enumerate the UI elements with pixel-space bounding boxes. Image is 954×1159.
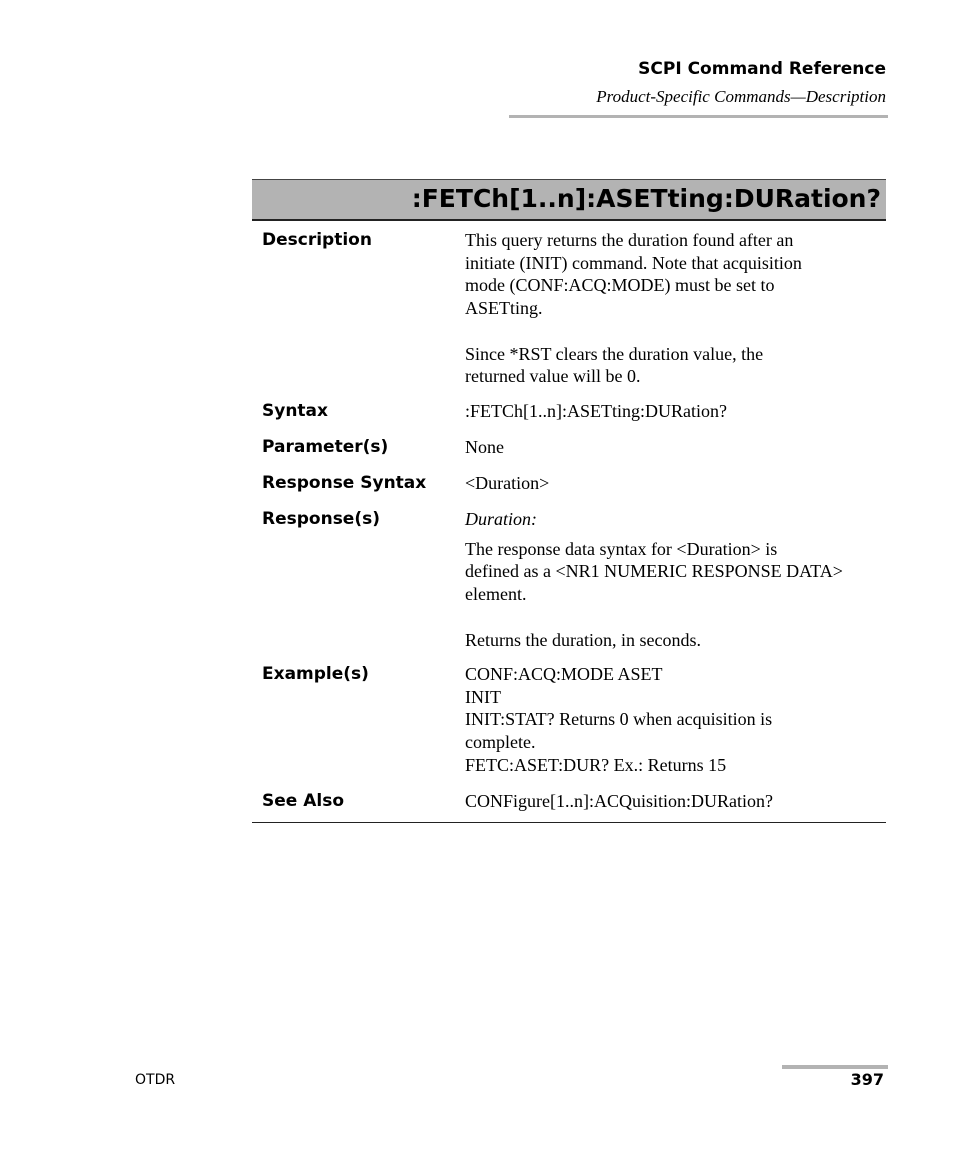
chapter-title: SCPI Command Reference [638, 59, 886, 79]
value-examples [465, 663, 886, 780]
example-line: CONF:ACQ:MODE ASET [465, 664, 663, 684]
row-parameters [252, 424, 886, 460]
label-responses: Response(s) [262, 509, 380, 529]
description-line: Since *RST clears the duration value, the [465, 343, 764, 364]
command-title-bar [252, 179, 886, 221]
row-description [252, 222, 886, 388]
row-syntax [252, 388, 886, 424]
label-see-also: See Also [262, 791, 345, 811]
row-see-also [252, 780, 886, 818]
example-line: INIT:STAT? Returns 0 when acquisition is [465, 709, 773, 730]
description-line: initiate (INIT) command. Note that acquisition [465, 252, 802, 273]
row-response-syntax [252, 460, 886, 496]
footer-rule [782, 1065, 888, 1069]
description-line: This query returns the duration found after an [465, 230, 794, 250]
response-name: Duration: [465, 509, 537, 529]
description-line: mode (CONF:ACQ:MODE) must be set to [465, 275, 775, 296]
table-bottom-rule [252, 822, 886, 823]
header-rule [509, 115, 888, 118]
value-syntax: :FETCh[1..n]:ASETting:DURation? [465, 401, 727, 421]
command-reference-table [252, 222, 886, 818]
command-title: :FETCh[1..n]:ASETting:DURation? [411, 184, 881, 213]
value-responses [465, 508, 886, 653]
label-examples: Example(s) [262, 664, 369, 684]
row-examples [252, 653, 886, 780]
response-line: element. [465, 584, 527, 605]
response-line: The response data syntax for <Duration> is [465, 538, 778, 559]
example-line: complete. [465, 732, 536, 753]
page-number: 397 [850, 1070, 884, 1089]
description-line: ASETting. [465, 298, 543, 319]
label-response-syntax: Response Syntax [262, 473, 427, 493]
value-response-syntax: <Duration> [465, 473, 550, 493]
value-see-also: CONFigure[1..n]:ACQuisition:DURation? [465, 791, 773, 811]
example-line: FETC:ASET:DUR? Ex.: Returns 15 [465, 754, 727, 775]
example-line: INIT [465, 686, 501, 707]
label-description: Description [262, 230, 372, 250]
value-description [465, 229, 886, 388]
paragraph-gap [465, 320, 886, 343]
paragraph-gap [465, 606, 886, 629]
section-title: Product-Specific Commands—Description [596, 87, 886, 106]
value-parameters: None [465, 437, 504, 457]
response-line: Returns the duration, in seconds. [465, 629, 701, 650]
label-syntax: Syntax [262, 401, 328, 421]
response-line: defined as a <NR1 NUMERIC RESPONSE DATA> [465, 561, 843, 582]
footer-product: OTDR [135, 1072, 176, 1088]
description-line: returned value will be 0. [465, 366, 641, 387]
label-parameters: Parameter(s) [262, 437, 389, 457]
running-header [596, 58, 886, 108]
row-responses [252, 496, 886, 653]
